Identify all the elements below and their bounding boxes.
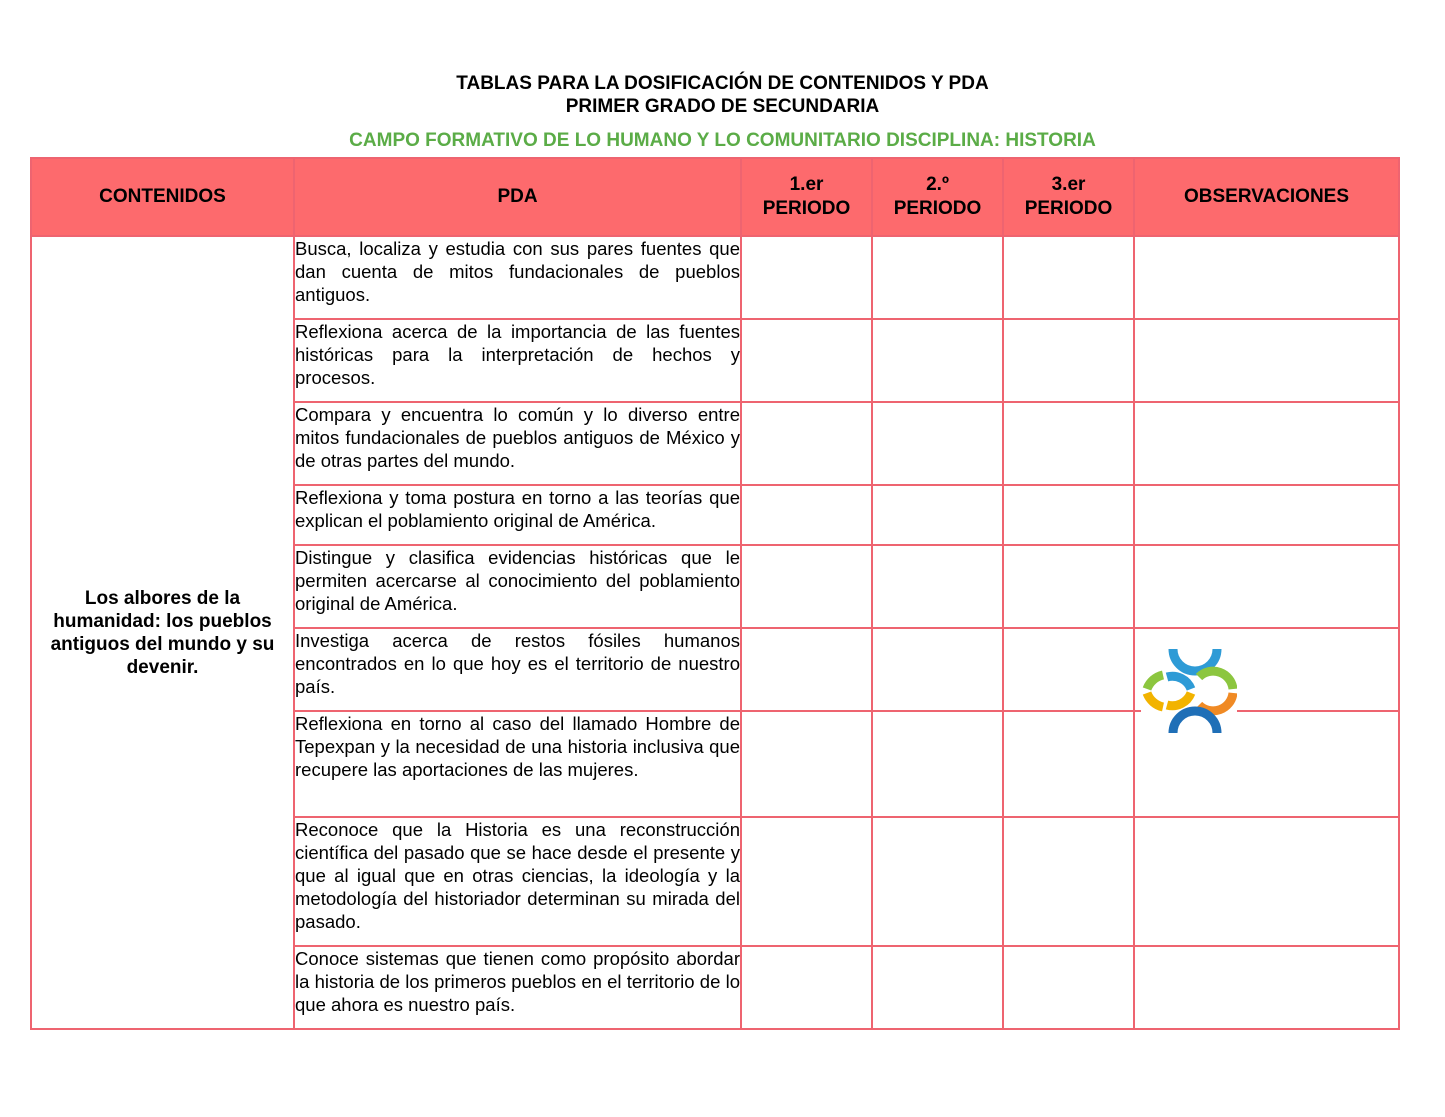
periodo-2-cell[interactable] xyxy=(872,402,1003,485)
periodo-3-cell[interactable] xyxy=(1003,946,1134,1029)
header-periodo-1 xyxy=(741,158,872,236)
document-subtitle: CAMPO FORMATIVO DE LO HUMANO Y LO COMUNITARIO DISCIPLINA: HISTORIA xyxy=(349,130,1096,151)
interlocking-rings-icon xyxy=(1141,643,1237,737)
periodo-1-cell[interactable] xyxy=(741,817,872,946)
header-periodo-1-number: 1.er xyxy=(789,174,824,195)
table-header-row xyxy=(31,158,1399,236)
periodo-3-cell[interactable] xyxy=(1003,545,1134,628)
logo-center-lower-arc xyxy=(1167,693,1191,706)
periodo-2-cell[interactable] xyxy=(872,946,1003,1029)
periodo-3-cell[interactable] xyxy=(1003,817,1134,946)
observaciones-cell[interactable] xyxy=(1134,545,1399,628)
observaciones-cell[interactable] xyxy=(1134,402,1399,485)
logo-center-upper-arc xyxy=(1167,676,1191,689)
pda-cell: Conoce sistemas que tienen como propósito abordar la historia de los primeros pueblos en el territorio de lo que ahora es nuestro país. xyxy=(294,946,741,1029)
pda-cell: Compara y encuentra lo común y lo diverso entre mitos fundacionales de pueblos antiguos de México y de otras partes del mundo. xyxy=(294,402,741,485)
periodo-3-cell[interactable] xyxy=(1003,485,1134,545)
periodo-2-cell[interactable] xyxy=(872,545,1003,628)
observaciones-cell[interactable] xyxy=(1134,485,1399,545)
periodo-1-cell[interactable] xyxy=(741,946,872,1029)
periodo-2-cell[interactable] xyxy=(872,319,1003,402)
table-row xyxy=(31,236,1399,319)
observaciones-cell[interactable] xyxy=(1134,946,1399,1029)
contenido-cell: Los albores de la humanidad: los pueblos antiguos del mundo y su devenir. xyxy=(31,236,294,1029)
periodo-1-cell[interactable] xyxy=(741,236,872,319)
header-periodo-1-label: PERIODO xyxy=(762,198,851,219)
pda-cell: Distingue y clasifica evidencias históricas que le permiten acercarse al conocimiento del poblamiento original de América. xyxy=(294,545,741,628)
header-periodo-3 xyxy=(1003,158,1134,236)
periodo-1-cell[interactable] xyxy=(741,319,872,402)
header-periodo-2-number: 2.º xyxy=(926,174,949,195)
logo-left-lower-arc xyxy=(1147,693,1163,707)
observaciones-cell[interactable] xyxy=(1134,817,1399,946)
interlocking-rings-logo xyxy=(1141,643,1237,737)
logo-left-upper-arc xyxy=(1147,675,1163,689)
logo-right-upper-arc xyxy=(1199,671,1233,689)
periodo-3-cell[interactable] xyxy=(1003,628,1134,711)
periodo-3-cell[interactable] xyxy=(1003,319,1134,402)
logo-bottom-arc xyxy=(1173,711,1217,733)
periodo-1-cell[interactable] xyxy=(741,545,872,628)
pda-cell: Reflexiona y toma postura en torno a las teorías que explican el poblamiento original de América. xyxy=(294,485,741,545)
document-grade: PRIMER GRADO DE SECUNDARIA xyxy=(565,96,880,117)
observaciones-cell[interactable] xyxy=(1134,236,1399,319)
header-observaciones: OBSERVACIONES xyxy=(1134,158,1399,236)
periodo-2-cell[interactable] xyxy=(872,628,1003,711)
pda-cell: Investiga acerca de restos fósiles humanos encontrados en lo que hoy es el territorio de nuestro país. xyxy=(294,628,741,711)
periodo-2-cell[interactable] xyxy=(872,711,1003,817)
dosificacion-table xyxy=(30,157,1400,1030)
header-periodo-2-label: PERIODO xyxy=(893,198,982,219)
pda-cell: Reconoce que la Historia es una reconstrucción científica del pasado que se hace desde el presente y que al igual que en otras ciencias, la ideología y la metodología del historiador determinan su mirada del pasado. xyxy=(294,817,741,946)
periodo-3-cell[interactable] xyxy=(1003,711,1134,817)
periodo-1-cell[interactable] xyxy=(741,485,872,545)
pda-cell: Reflexiona acerca de la importancia de las fuentes históricas para la interpretación de hechos y procesos. xyxy=(294,319,741,402)
pda-cell: Reflexiona en torno al caso del llamado Hombre de Tepexpan y la necesidad de una historia inclusiva que recupere las aportaciones de las mujeres. xyxy=(294,711,741,817)
header-periodo-3-number: 3.er xyxy=(1051,174,1086,195)
periodo-3-cell[interactable] xyxy=(1003,236,1134,319)
periodo-1-cell[interactable] xyxy=(741,628,872,711)
periodo-1-cell[interactable] xyxy=(741,402,872,485)
header-pda: PDA xyxy=(294,158,741,236)
header-periodo-2 xyxy=(872,158,1003,236)
observaciones-cell[interactable] xyxy=(1134,319,1399,402)
header-periodo-3-label: PERIODO xyxy=(1024,198,1113,219)
periodo-3-cell[interactable] xyxy=(1003,402,1134,485)
periodo-2-cell[interactable] xyxy=(872,485,1003,545)
periodo-2-cell[interactable] xyxy=(872,817,1003,946)
periodo-2-cell[interactable] xyxy=(872,236,1003,319)
pda-cell: Busca, localiza y estudia con sus pares fuentes que dan cuenta de mitos fundacionales de pueblos antiguos. xyxy=(294,236,741,319)
header-contenidos: CONTENIDOS xyxy=(31,158,294,236)
periodo-1-cell[interactable] xyxy=(741,711,872,817)
document-title: TABLAS PARA LA DOSIFICACIÓN DE CONTENIDOS Y PDA xyxy=(456,73,989,94)
